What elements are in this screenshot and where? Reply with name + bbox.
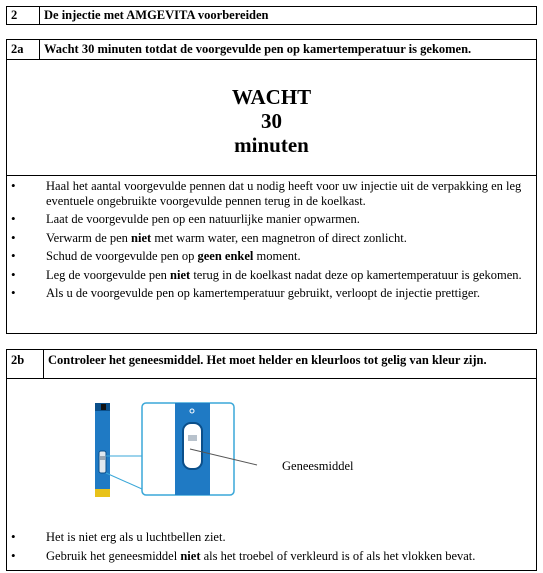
step-2b-title: Controleer het geneesmiddel. Het moet helder en kleurloos tot gelig van kleur zijn. [48,353,487,367]
section-header-divider [39,6,40,25]
step-2b-number-divider [43,349,44,378]
wait-line-3: minuten [234,133,309,157]
step-2a-bullet-emphasis: geen enkel [197,249,254,263]
magnified-window [183,423,202,469]
step-2a-wait-divider [6,175,537,176]
step-2a-bullet-item [6,249,526,264]
step-2a-title-divider [6,59,537,60]
magnify-line-bottom [106,473,142,489]
step-2a-bullet-text: Schud de voorgevulde pen op [46,249,198,263]
step-2a-number-divider [39,39,40,59]
step-2a-title: Wacht 30 minuten totdat de voorgevulde pen op kamertemperatuur is gekomen. [44,42,472,56]
step-2a-bullet-emphasis: niet [170,267,191,282]
step-2b-bullet-emphasis: niet [180,548,201,563]
section-title: De injectie met AMGEVITA voorbereiden [44,8,269,22]
pen-window-marker [100,456,105,460]
step-2a-bullet-text: Haal het aantal voorgevulde pennen dat u nodig heeft voor uw injectie uit de verpakking en leg eventuele ongebruikte voorgevulde pennen terug in de koelkast. [46,179,522,208]
step-2a-bullet-text: Als u de voorgevulde pen op kamertemperatuur gebruikt, verloopt de injectie prettiger. [46,286,481,300]
pen-top-marker [101,404,106,410]
step-2a-bullet-text: met warm water, een magnetron of direct zonlicht. [151,230,407,245]
step-2b-bullet-text: als het troebel of verkleurd is of als het vlokken bevat. [200,548,476,563]
magnified-window-marker [188,435,197,441]
step-2a-number: 2a [11,42,24,56]
step-2a-bullet-emphasis: niet [131,230,152,245]
pen-yellow-cap [95,489,110,497]
step-2a-bullet-text: terug in de koelkast nadat deze op kamertemperatuur is gekomen. [190,267,522,282]
step-2b-title-divider [6,378,537,379]
step-2a-bullet-text: Laat de voorgevulde pen op een natuurlijke manier opwarmen. [46,212,360,226]
step-2a-bullet-text: Leg de voorgevulde pen [46,267,171,282]
step-2b-bullet-text: Het is niet erg als u luchtbellen ziet. [46,530,226,544]
step-2b-bullet-item [6,549,526,564]
step-2a-bullet-item [6,231,526,246]
pen-illustration [80,393,380,503]
step-2a-bullet-item [6,286,526,301]
step-2a-bullet-list [6,179,526,305]
step-2a-bullet-item [6,179,526,208]
section-number: 2 [11,8,18,22]
pen-inspection-window [99,451,106,473]
wait-line-1: WACHT [231,85,312,109]
pen-body [95,411,110,489]
step-2b-bullet-text: Gebruik het geneesmiddel [46,548,181,563]
medicine-label: Geneesmiddel [282,459,354,473]
step-2a-bullet-text: moment. [253,249,301,263]
step-2a-bullet-item [6,212,526,227]
step-2b-number: 2b [11,353,25,367]
step-2b-bullet-item [6,530,526,545]
step-2b-bullet-list [6,530,526,567]
step-2a-bullet-item [6,268,526,283]
step-2a-bullet-text: Verwarm de pen [46,230,132,245]
pen-full-view [95,403,110,497]
wait-line-2: 30 [261,109,282,133]
